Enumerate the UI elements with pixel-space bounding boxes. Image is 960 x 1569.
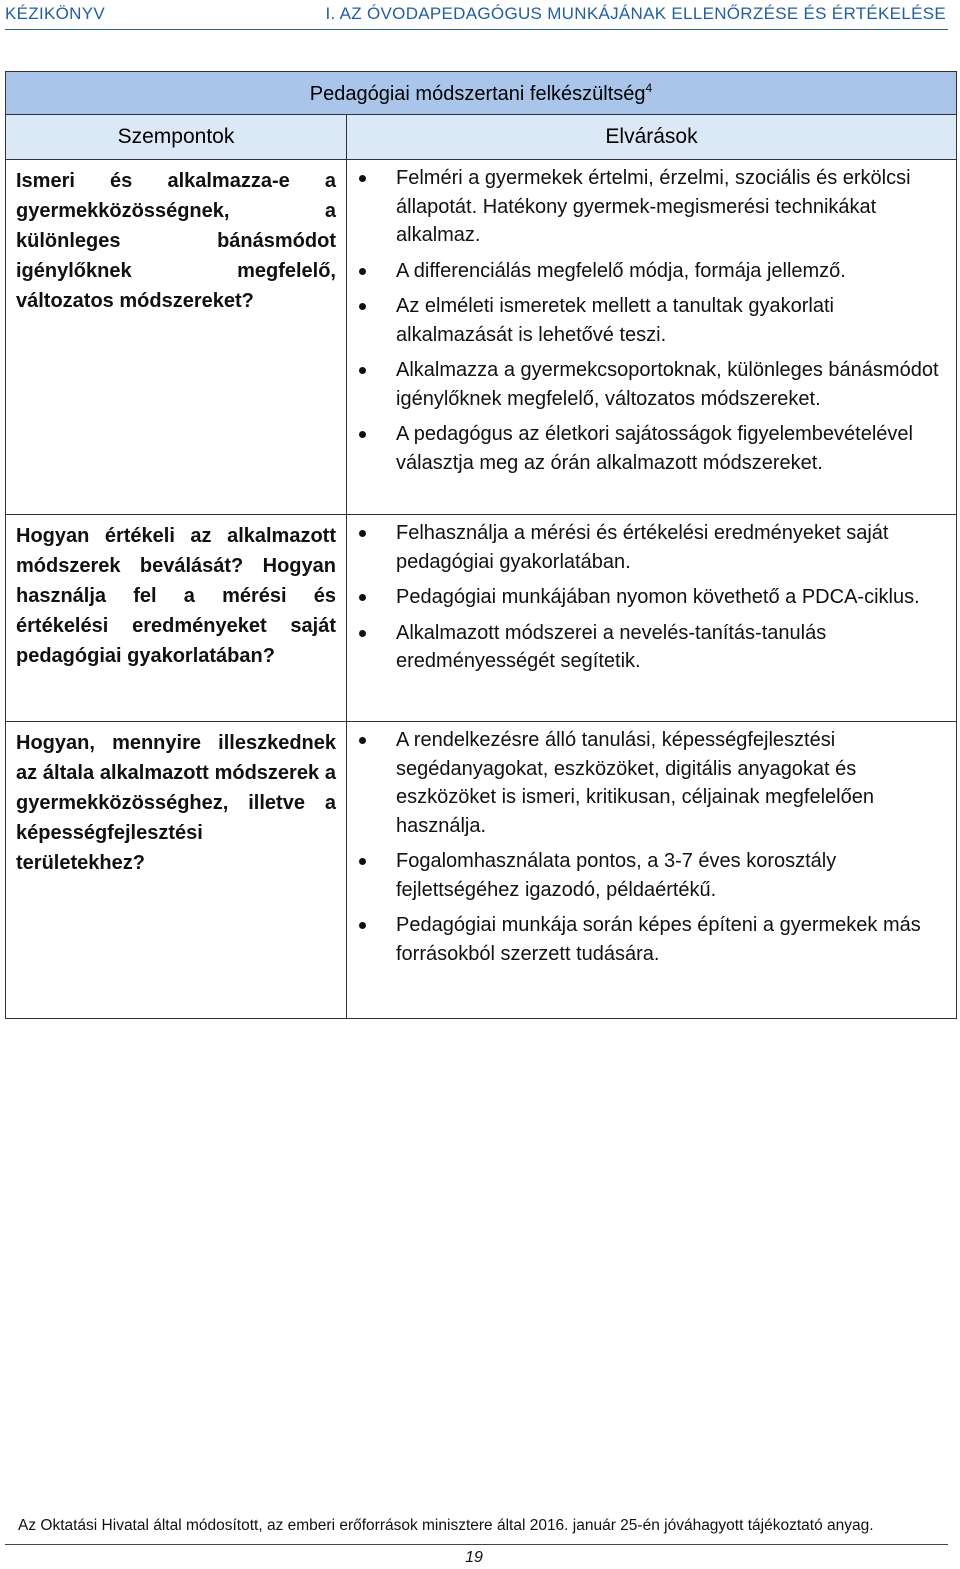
criterion-text: Hogyan, mennyire illeszkednek az általa alkalmazott módszerek a gyermekközösséghez, illetve a képességfejlesztési területekhez?: [16, 732, 336, 874]
list-item-text: Pedagógiai munkája során képes építeni a gyermekek más forrásokból szerzett tudására.: [396, 914, 921, 965]
criteria-table: [5, 71, 957, 1019]
table-row: [6, 722, 957, 1019]
expectations-cell: [347, 515, 957, 722]
running-header-right: I. AZ ÓVODAPEDAGÓGUS MUNKÁJÁNAK ELLENŐRZÉSE ÉS ÉRTÉKELÉSE: [325, 4, 946, 23]
bullet-icon: [359, 530, 366, 537]
column-header-criteria: Szempontok: [6, 115, 347, 160]
list-item-text: A pedagógus az életkori sajátosságok figyelembevételével választja meg az órán alkalmazott módszereket.: [396, 423, 913, 474]
expectations-list: [359, 726, 948, 968]
list-item-text: Alkalmazott módszerei a nevelés-tanítás-tanulás eredményességét segítetik.: [396, 621, 827, 672]
bullet-icon: [359, 737, 366, 744]
list-item-text: A rendelkezésre álló tanulási, képességfejlesztési segédanyagokat, eszközöket, digitális anyagokat és eszközöket is ismeri, kritikusan, céljainak megfelelően használja.: [396, 729, 874, 837]
list-item: [359, 847, 948, 904]
footnote-marker: 4: [645, 80, 653, 95]
list-item: [359, 726, 948, 840]
column-header-expectations: Elvárások: [347, 115, 957, 160]
list-item: [359, 911, 948, 968]
list-item: [359, 519, 948, 576]
list-item: [359, 420, 948, 477]
bullet-icon: [359, 594, 366, 601]
criterion-question: [6, 515, 347, 722]
bullet-icon: [359, 858, 366, 865]
list-item-text: Felhasználja a mérési és értékelési eredményeket saját pedagógiai gyakorlatában.: [396, 522, 889, 573]
bullet-icon: [359, 175, 366, 182]
footer-note: Az Oktatási Hivatal által módosított, az emberi erőforrások minisztere által 2016. január 25-én jóváhagyott tájékoztató anyag.: [18, 1517, 874, 1534]
footer-divider: [5, 1544, 948, 1545]
list-item-text: Felméri a gyermekek értelmi, érzelmi, szociális és erkölcsi állapotát. Hatékony gyermek-megismerési technikákat alkalmaz.: [396, 167, 911, 246]
list-item-text: Alkalmazza a gyermekcsoportoknak, különleges bánásmódot igénylőknek megfelelő, változatos módszereket.: [396, 359, 939, 410]
table-row: [6, 515, 957, 722]
criterion-question: [6, 160, 347, 515]
list-item-text: Az elméleti ismeretek mellett a tanultak gyakorlati alkalmazását is lehetővé teszi.: [396, 295, 834, 346]
criterion-text: Hogyan értékeli az alkalmazott módszerek beválását? Hogyan használja fel a mérési és értékelési eredményeket saját pedagógiai gyakorlatában?: [16, 525, 336, 667]
list-item-text: Pedagógiai munkájában nyomon követhető a PDCA-ciklus.: [396, 586, 920, 608]
bullet-icon: [359, 630, 366, 637]
running-header-left: KÉZIKÖNYV: [5, 4, 106, 23]
list-item: [359, 257, 948, 286]
list-item-text: A differenciálás megfelelő módja, formája jellemző.: [396, 259, 846, 282]
list-item: [359, 356, 948, 413]
expectations-list: [359, 164, 948, 477]
expectations-list: [359, 519, 948, 676]
bullet-icon: [359, 268, 366, 275]
table-title-text: Pedagógiai módszertani felkészültség: [309, 82, 646, 105]
list-item: [359, 619, 948, 676]
table-row: [6, 160, 957, 515]
header-divider: [5, 29, 948, 30]
list-item: [359, 292, 948, 349]
expectations-cell: [347, 722, 957, 1019]
list-item: [359, 583, 948, 612]
criterion-question: [6, 722, 347, 1019]
table-title: [6, 72, 957, 115]
list-item-text: Fogalomhasználata pontos, a 3-7 éves korosztály fejlettségéhez igazodó, példaértékű.: [396, 850, 837, 901]
list-item: [359, 164, 948, 250]
page-number: 19: [465, 1549, 483, 1566]
bullet-icon: [359, 922, 366, 929]
bullet-icon: [359, 303, 366, 310]
bullet-icon: [359, 431, 366, 438]
expectations-cell: [347, 160, 957, 515]
criterion-text: Ismeri és alkalmazza-e a gyermekközösségnek, a különleges bánásmódot igénylőknek megfelelő, változatos módszereket?: [16, 170, 336, 312]
bullet-icon: [359, 367, 366, 374]
